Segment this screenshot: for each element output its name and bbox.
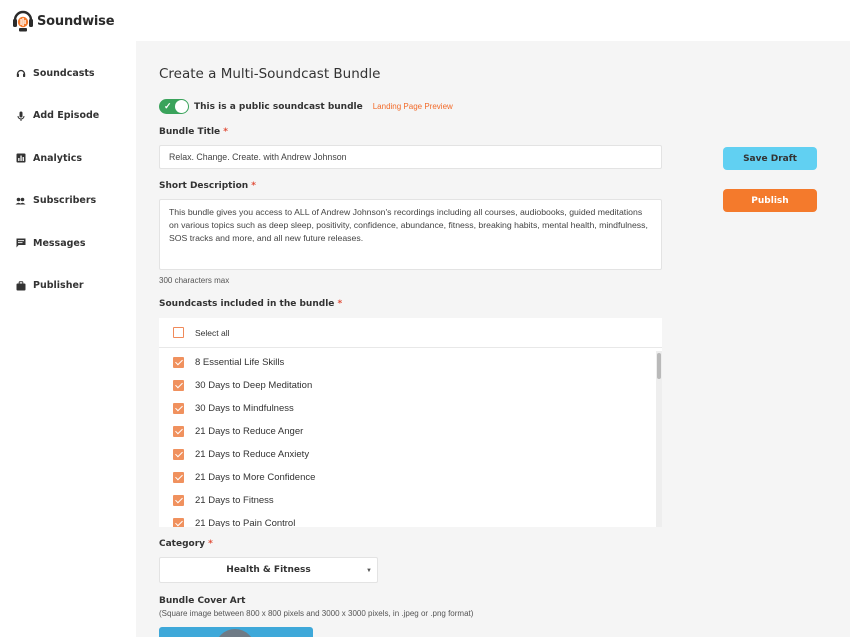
sidebar-item-publisher[interactable] — [0, 265, 136, 308]
save-draft-button[interactable]: Save Draft — [723, 147, 817, 170]
checkbox-checked[interactable] — [173, 495, 184, 506]
message-icon — [15, 238, 26, 249]
app-logo[interactable] — [12, 6, 114, 36]
sidebar-item-label: Analytics — [33, 152, 83, 164]
list-item[interactable] — [159, 374, 655, 397]
sidebar-item-label: Publisher — [33, 280, 84, 292]
category-value: Health & Fitness — [226, 565, 311, 575]
soundwise-logo-icon — [12, 8, 34, 34]
soundcast-name: 21 Days to More Confidence — [195, 472, 316, 483]
cover-art-label: Bundle Cover Art — [159, 596, 246, 606]
category-label: Category * — [159, 539, 213, 549]
people-icon — [15, 195, 26, 206]
public-bundle-toggle[interactable] — [159, 99, 189, 114]
checkbox-checked[interactable] — [173, 357, 184, 368]
select-all-label: Select all — [195, 327, 230, 338]
soundcast-name: 30 Days to Mindfulness — [195, 403, 294, 414]
sidebar-item-label: Subscribers — [33, 195, 97, 207]
checkbox-unchecked[interactable] — [173, 327, 184, 338]
publish-button[interactable]: Publish — [723, 189, 817, 212]
checkbox-checked[interactable] — [173, 380, 184, 391]
sidebar-item-analytics[interactable] — [0, 137, 136, 180]
public-toggle-row — [159, 99, 453, 114]
select-all-checkbox[interactable] — [159, 318, 662, 348]
list-item[interactable] — [159, 466, 655, 489]
soundcast-list — [159, 318, 662, 527]
category-select[interactable] — [159, 557, 378, 583]
sidebar-item-label: Messages — [33, 237, 86, 249]
cover-art-image[interactable] — [159, 627, 313, 637]
chevron-down-icon: ▼ — [366, 568, 372, 574]
soundcasts-label: Soundcasts included in the bundle * — [159, 299, 343, 309]
sidebar-item-label: Soundcasts — [33, 67, 95, 79]
soundcast-items — [159, 351, 655, 527]
sidebar-item-messages[interactable] — [0, 222, 136, 265]
page-title: Create a Multi-Soundcast Bundle — [159, 66, 381, 82]
checkbox-checked[interactable] — [173, 472, 184, 483]
public-toggle-label: This is a public soundcast bundle — [194, 101, 363, 112]
soundcast-name: 21 Days to Fitness — [195, 495, 274, 506]
bundle-title-label: Bundle Title * — [159, 127, 229, 137]
sidebar-item-label: Add Episode — [33, 110, 100, 122]
short-description-label: Short Description * — [159, 181, 257, 191]
sidebar — [0, 0, 136, 637]
sidebar-item-add-episode[interactable] — [0, 95, 136, 138]
cover-art-hint: (Square image between 800 x 800 pixels and 3000 x 3000 pixels, in .jpeg or .png format) — [159, 609, 474, 618]
short-description-hint: 300 characters max — [159, 276, 230, 285]
list-item[interactable] — [159, 397, 655, 420]
checkbox-checked[interactable] — [173, 449, 184, 460]
headphones-icon — [15, 68, 26, 79]
sidebar-item-subscribers[interactable] — [0, 180, 136, 223]
required-mark: * — [223, 127, 229, 137]
landing-page-preview-link[interactable]: Landing Page Preview — [372, 102, 453, 111]
cover-art-graphic — [215, 629, 255, 637]
list-item[interactable] — [159, 489, 655, 512]
sidebar-nav — [0, 52, 136, 307]
list-item[interactable] — [159, 351, 655, 374]
checkbox-checked[interactable] — [173, 426, 184, 437]
short-description-textarea[interactable]: This bundle gives you access to ALL of Andrew Johnson's recordings including all courses, audiobooks, guided meditations on various topics such as deep sleep, positivity, confidence, abundance, fitness, breaking habits, mental health, mindfulness, SOS tracks and more, and all new future releases. — [159, 199, 662, 270]
main-content — [136, 41, 850, 637]
list-scrollbar[interactable] — [656, 351, 662, 527]
list-item[interactable] — [159, 420, 655, 443]
required-mark: * — [251, 181, 257, 191]
soundcast-name: 8 Essential Life Skills — [195, 357, 285, 368]
scrollbar-thumb[interactable] — [657, 353, 661, 379]
microphone-icon — [15, 110, 26, 121]
sidebar-item-soundcasts[interactable] — [0, 52, 136, 95]
soundcast-name: 21 Days to Reduce Anxiety — [195, 449, 310, 460]
toggle-knob — [175, 100, 188, 113]
required-mark: * — [208, 539, 213, 549]
list-item[interactable] — [159, 512, 655, 527]
bar-chart-icon — [15, 153, 26, 164]
briefcase-icon — [15, 280, 26, 291]
checkbox-checked[interactable] — [173, 518, 184, 527]
check-icon: ✓ — [164, 101, 172, 111]
soundcast-name: 30 Days to Deep Meditation — [195, 380, 313, 391]
soundcast-name: 21 Days to Reduce Anger — [195, 426, 304, 437]
soundcast-name: 21 Days to Pain Control — [195, 518, 296, 527]
checkbox-checked[interactable] — [173, 403, 184, 414]
list-item[interactable] — [159, 443, 655, 466]
required-mark: * — [337, 299, 343, 309]
app-name: Soundwise — [37, 13, 115, 29]
bundle-title-input[interactable]: Relax. Change. Create. with Andrew Johnson — [159, 145, 662, 169]
